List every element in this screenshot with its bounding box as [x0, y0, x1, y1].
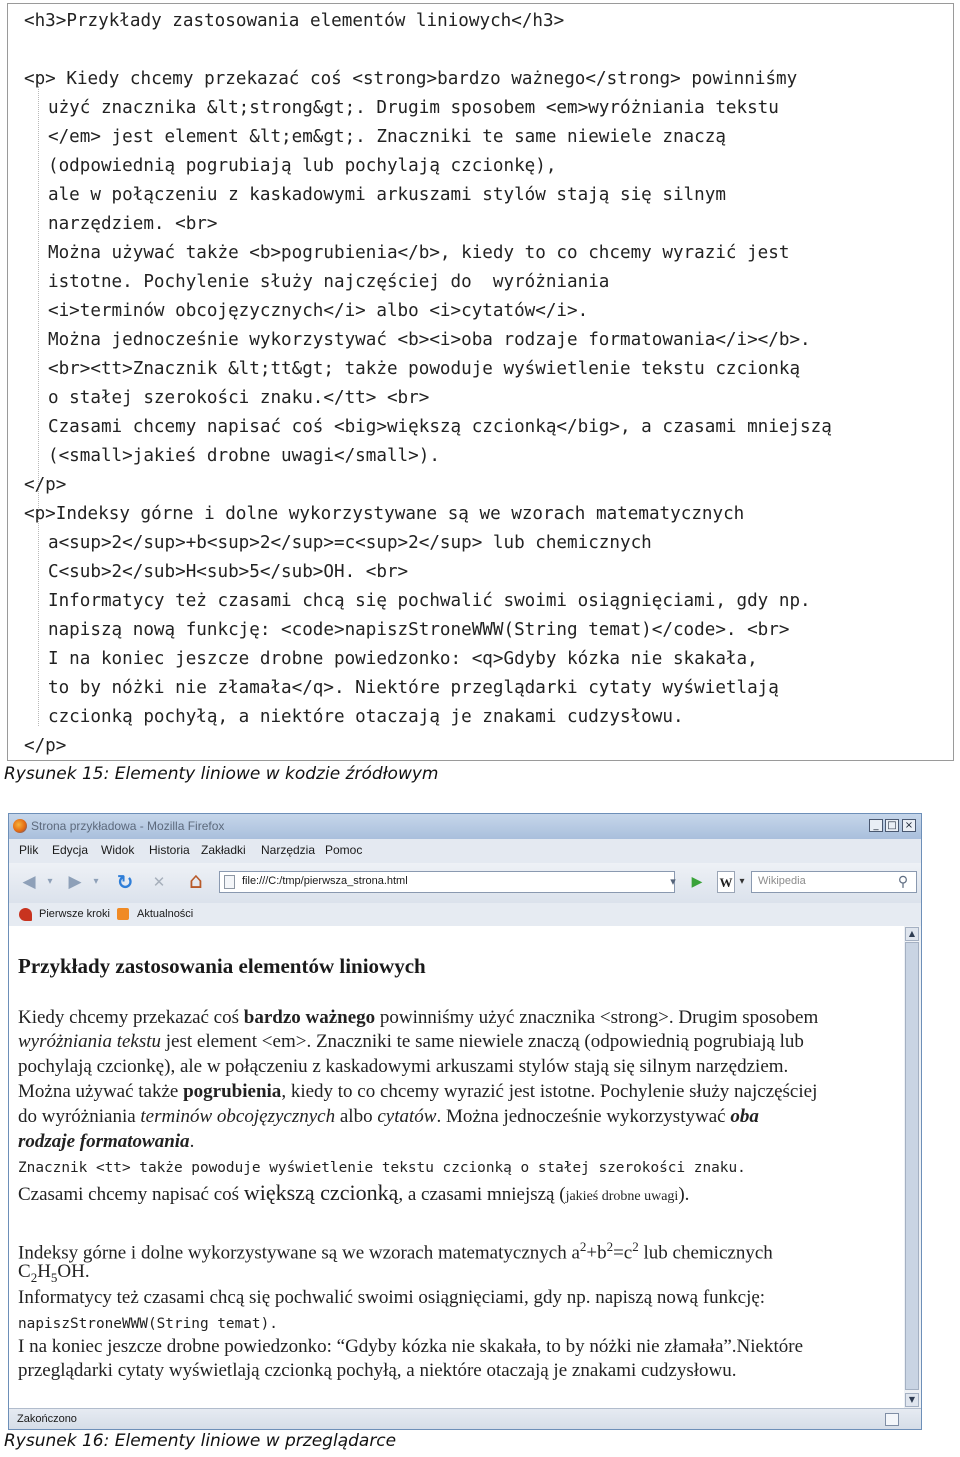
forward-icon[interactable]: ▶: [68, 872, 82, 892]
code-line: (<small>jakieś drobne uwagi</small>).: [48, 446, 440, 466]
code-text: napiszStroneWWW(String temat).: [18, 1316, 278, 1332]
indent-guide: [38, 86, 39, 726]
code-line: o stałej szerokości znaku.</tt> <br>: [48, 388, 430, 408]
code-line: to by nóżki nie złamała</q>. Niektóre przeglądarki cytaty wyświetlają: [48, 678, 779, 698]
go-icon[interactable]: ▶: [691, 874, 703, 890]
paragraph-line: Kiedy chcemy przekazać coś bardzo ważnego powinniśmy użyć znacznika <strong>. Drugim sposobem: [18, 1007, 819, 1028]
paragraph-line: I na koniec jeszcze drobne powiedzonko: “Gdyby kózka nie skakała, to by nóżki nie złamała”.Niektóre: [18, 1336, 804, 1357]
address-bar[interactable]: [219, 871, 675, 893]
menu-item-edycja[interactable]: Edycja: [52, 843, 89, 857]
code-line: czcionką pochyłą, a niektóre otaczają je znakami cudzysłowu.: [48, 707, 684, 727]
bookmark-pierwsze-kroki[interactable]: Pierwsze kroki: [39, 908, 110, 920]
bookmarks-toolbar: [9, 903, 921, 927]
code-line: napiszą nową funkcję: <code>napiszStroneWWW(String temat)</code>. <br>: [48, 620, 790, 640]
bold-text: pogrubienia: [183, 1081, 282, 1102]
paragraph-line: do wyróżniania terminów obcojęzycznych albo cytatów. Można jednocześnie wykorzystywać oba: [18, 1106, 759, 1127]
status-page-icon: [885, 1413, 899, 1426]
code-line: <p>Indeksy górne i dolne wykorzystywane są we wzorach matematycznych: [24, 504, 745, 524]
rss-feed-icon: [117, 908, 129, 920]
paragraph-line: Można używać także pogrubienia, kiedy to co chcemy wyrazić jest istotne. Pochylenie służy najczęściej: [18, 1081, 818, 1102]
search-icon[interactable]: ⚲: [897, 874, 909, 890]
code-listing-panel: [7, 3, 954, 761]
paragraph-line: Informatycy też czasami chcą się pochwalić swoimi osiągnięciami, gdy np. napiszą nową funkcję:: [18, 1287, 766, 1308]
italic-text: cytatów: [377, 1106, 437, 1127]
status-bar: [9, 1408, 921, 1430]
maximize-button[interactable]: □: [885, 819, 899, 832]
big-text: większą czcionką: [243, 1180, 399, 1205]
code-line: ale w połączeniu z kaskadowymi arkuszami stylów stają się silnym: [48, 185, 726, 205]
search-placeholder: Wikipedia: [758, 875, 806, 887]
code-line: (odpowiednią pogrubiają lub pochylają czcionkę),: [48, 156, 557, 176]
emphasis-text: wyróżniania tekstu: [18, 1031, 162, 1052]
code-line: istotne. Pochylenie służy najczęściej do wyróżniania: [48, 272, 610, 292]
title-bar[interactable]: [9, 814, 921, 840]
back-history-dropdown-icon[interactable]: ▾: [47, 876, 53, 887]
code-line: użyć znacznika &lt;strong&gt;. Drugim sposobem <em>wyróżniania tekstu: [48, 98, 779, 118]
paragraph-line: Indeksy górne i dolne wykorzystywane są we wzorach matematycznych $a^2+b^2=c^2$ lub chemicznych: [18, 1239, 773, 1264]
status-text: Zakończono: [17, 1413, 77, 1425]
window-title: Strona przykładowa - Mozilla Firefox: [31, 819, 225, 833]
page-heading: Przykłady zastosowania elementów liniowych: [18, 954, 426, 978]
firefox-logo-icon: [13, 819, 27, 833]
menu-bar: [9, 839, 921, 864]
chemical-formula: $C_2H_5OH$.: [18, 1261, 90, 1285]
url-history-dropdown-icon[interactable]: ▾: [670, 875, 676, 888]
menu-item-pomoc[interactable]: Pomoc: [325, 843, 363, 857]
address-url: file:///C:/tmp/pierwsza_strona.html: [242, 875, 408, 887]
wikipedia-search-engine-icon[interactable]: W: [717, 871, 735, 893]
code-line: <p> Kiedy chcemy przekazać coś <strong>bardzo ważnego</strong> powinniśmy: [24, 69, 798, 89]
paragraph-line: pochylają czcionkę), ale w połączeniu z kaskadowymi arkuszami stylów stają się silnym narzędziem.: [18, 1056, 789, 1077]
italic-text: terminów obcojęzycznych: [140, 1106, 336, 1127]
bookmark-aktualnosci[interactable]: Aktualności: [137, 908, 194, 920]
figure-caption: Rysunek 16: Elementy liniowe w przeglądarce: [4, 1431, 397, 1451]
page-icon: [224, 875, 235, 889]
stop-icon[interactable]: ✕: [152, 873, 166, 891]
vertical-scrollbar[interactable]: [904, 926, 921, 1408]
scroll-up-icon[interactable]: ▲: [905, 927, 919, 941]
teletype-text: Znacznik <tt> także powoduje wyświetlenie tekstu czcionką o stałej szerokości znaku.: [18, 1160, 746, 1176]
menu-item-widok[interactable]: Widok: [101, 843, 135, 857]
navigation-toolbar: [9, 863, 921, 904]
menu-item-zakladki[interactable]: Zakładki: [201, 843, 246, 857]
bold-italic-text: rodzaje formatowania: [18, 1131, 190, 1152]
scroll-down-icon[interactable]: ▼: [905, 1393, 919, 1407]
minimize-button[interactable]: _: [869, 819, 883, 832]
code-line: Można używać także <b>pogrubienia</b>, kiedy to co chcemy wyrazić jest: [48, 243, 790, 263]
bold-italic-text: oba: [730, 1106, 759, 1127]
paragraph-line: rodzaje formatowania.: [18, 1131, 195, 1152]
firefox-bookmark-icon: [19, 908, 32, 921]
code-line: Czasami chcemy napisać coś <big>większą czcionką</big>, a czasami mniejszą: [48, 417, 832, 437]
figure-caption: Rysunek 15: Elementy liniowe w kodzie źródłowym: [4, 764, 439, 784]
paragraph-line: Czasami chcemy napisać coś większą czcionką, a czasami mniejszą (jakieś drobne uwagi).: [18, 1180, 690, 1205]
back-icon[interactable]: ◀: [22, 872, 36, 892]
reload-icon[interactable]: ↻: [116, 870, 134, 894]
paragraph-line: przeglądarki cytaty wyświetlają czcionką pochyłą, a niektóre otaczają je znakami cudzysłowu.: [18, 1360, 737, 1381]
code-line: Można jednocześnie wykorzystywać <b><i>oba rodzaje formatowania</i></b>.: [48, 330, 811, 350]
code-line: <br><tt>Znacznik &lt;tt&gt; także powoduje wyświetlenie tekstu czcionką: [48, 359, 801, 379]
code-line: narzędziem. <br>: [48, 214, 218, 234]
code-line: </p>: [24, 736, 67, 756]
code-line: I na koniec jeszcze drobne powiedzonko: <q>Gdyby kózka nie skakała,: [48, 649, 758, 669]
menu-item-plik[interactable]: Plik: [19, 843, 39, 857]
code-line: Informatycy też czasami chcą się pochwalić swoimi osiągnięciami, gdy np.: [48, 591, 811, 611]
code-line: <i>terminów obcojęzycznych</i> albo <i>cytatów</i>.: [48, 301, 589, 321]
menu-item-narzedzia[interactable]: Narzędzia: [261, 843, 316, 857]
code-line: </p>: [24, 475, 67, 495]
code-line: a<sup>2</sup>+b<sup>2</sup>=c<sup>2</sup> lub chemicznych: [48, 533, 652, 553]
small-text: jakieś drobne uwagi: [565, 1189, 679, 1204]
paragraph-line: wyróżniania tekstu jest element <em>. Znaczniki te same niewiele znaczą (odpowiednią pogrubiają lub: [18, 1031, 804, 1052]
forward-history-dropdown-icon[interactable]: ▾: [93, 876, 99, 887]
code-line: <h3>Przykłady zastosowania elementów liniowych</h3>: [24, 11, 565, 31]
home-icon[interactable]: ⌂: [189, 869, 203, 894]
strong-text: bardzo ważnego: [243, 1007, 376, 1028]
code-line: C<sub>2</sub>H<sub>5</sub>OH. <br>: [48, 562, 409, 582]
code-line: </em> jest element &lt;em&gt;. Znaczniki te same niewiele znaczą: [48, 127, 726, 147]
search-engine-dropdown-icon[interactable]: ▾: [739, 876, 745, 887]
close-button[interactable]: ×: [902, 819, 916, 832]
scrollbar-thumb[interactable]: [905, 942, 919, 1390]
menu-item-historia[interactable]: Historia: [149, 843, 190, 857]
